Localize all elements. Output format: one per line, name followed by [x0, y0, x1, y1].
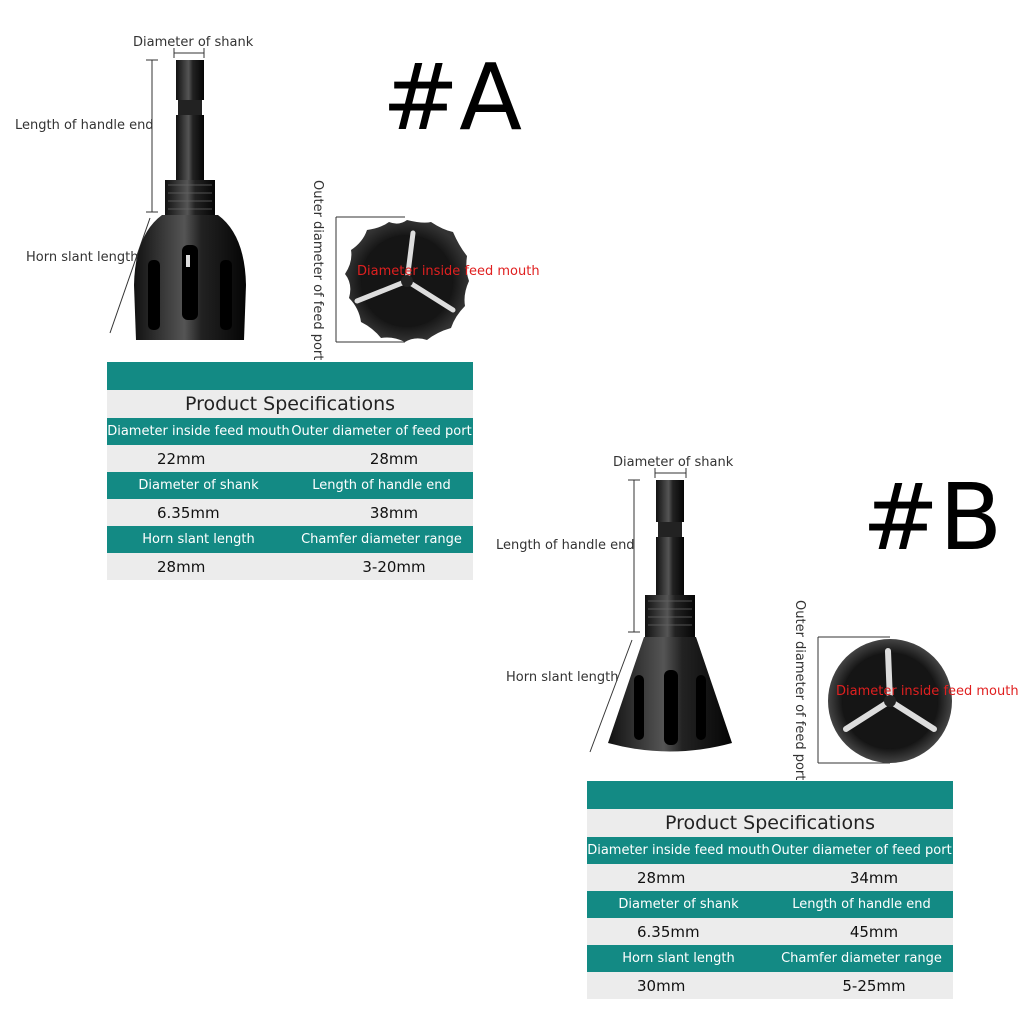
spec-value-cell: 22mm [157, 449, 206, 468]
spec-value-cell: 38mm [369, 503, 419, 522]
label-horn-slant-length-a: Horn slant length [26, 250, 139, 265]
spec-header-cell: Diameter inside feed mouth [107, 424, 290, 439]
spec-value-cell: 28mm [157, 557, 206, 576]
spec-title: Product Specifications [587, 809, 953, 837]
spec-header-cell: Horn slant length [622, 951, 735, 966]
spec-value-row [587, 918, 953, 945]
spec-value-cell: 6.35mm [157, 503, 220, 522]
label-outer-diameter-a: Outer diameter of feed port [310, 180, 325, 361]
spec-header-cell: Outer diameter of feed port [291, 424, 472, 439]
variant-tag-b: #B [862, 464, 1003, 571]
label-horn-slant-length-b: Horn slant length [506, 670, 619, 685]
spec-value-cell: 5-25mm [842, 976, 906, 995]
spec-title: Product Specifications [107, 390, 473, 418]
feed-mouth-b-image [826, 637, 954, 765]
spec-table-b [587, 781, 953, 999]
spec-value-row [587, 972, 953, 999]
spec-header-cell: Outer diameter of feed port [771, 843, 952, 858]
label-diameter-of-shank-b: Diameter of shank [613, 455, 734, 470]
label-length-of-handle-end-a: Length of handle end [15, 118, 154, 133]
spec-header-cell: Length of handle end [312, 478, 451, 493]
spec-header-row [587, 891, 953, 918]
spec-value-cell: 34mm [849, 868, 899, 887]
spec-value-cell: 6.35mm [637, 922, 700, 941]
spec-header-cell: Chamfer diameter range [781, 951, 942, 966]
spec-header-cell: Diameter of shank [618, 897, 739, 912]
label-diameter-of-shank-a: Diameter of shank [133, 35, 254, 50]
label-length-of-handle-end-b: Length of handle end [496, 538, 635, 553]
spec-header-cell: Diameter inside feed mouth [587, 843, 770, 858]
label-diameter-inside-feed-mouth-a: Diameter inside feed mouth [357, 264, 540, 279]
spec-header-cell: Horn slant length [142, 532, 255, 547]
spec-header-cell: Diameter of shank [138, 478, 259, 493]
spec-value-cell: 28mm [637, 868, 686, 887]
spec-value-cell: 3-20mm [362, 557, 426, 576]
spec-value-row [587, 864, 953, 891]
label-outer-diameter-b: Outer diameter of feed port [792, 600, 807, 781]
spec-value-cell: 45mm [849, 922, 899, 941]
deburring-tool-b-image [600, 475, 740, 765]
spec-value-cell: 28mm [369, 449, 419, 468]
spec-header-bar [587, 781, 953, 809]
spec-header-cell: Length of handle end [792, 897, 931, 912]
label-diameter-inside-feed-mouth-b: Diameter inside feed mouth [836, 684, 1019, 699]
variant-tag-a: #A [382, 44, 523, 151]
spec-header-row [587, 837, 953, 864]
spec-value-cell: 30mm [637, 976, 686, 995]
spec-header-row [587, 945, 953, 972]
spec-header-cell: Chamfer diameter range [301, 532, 462, 547]
